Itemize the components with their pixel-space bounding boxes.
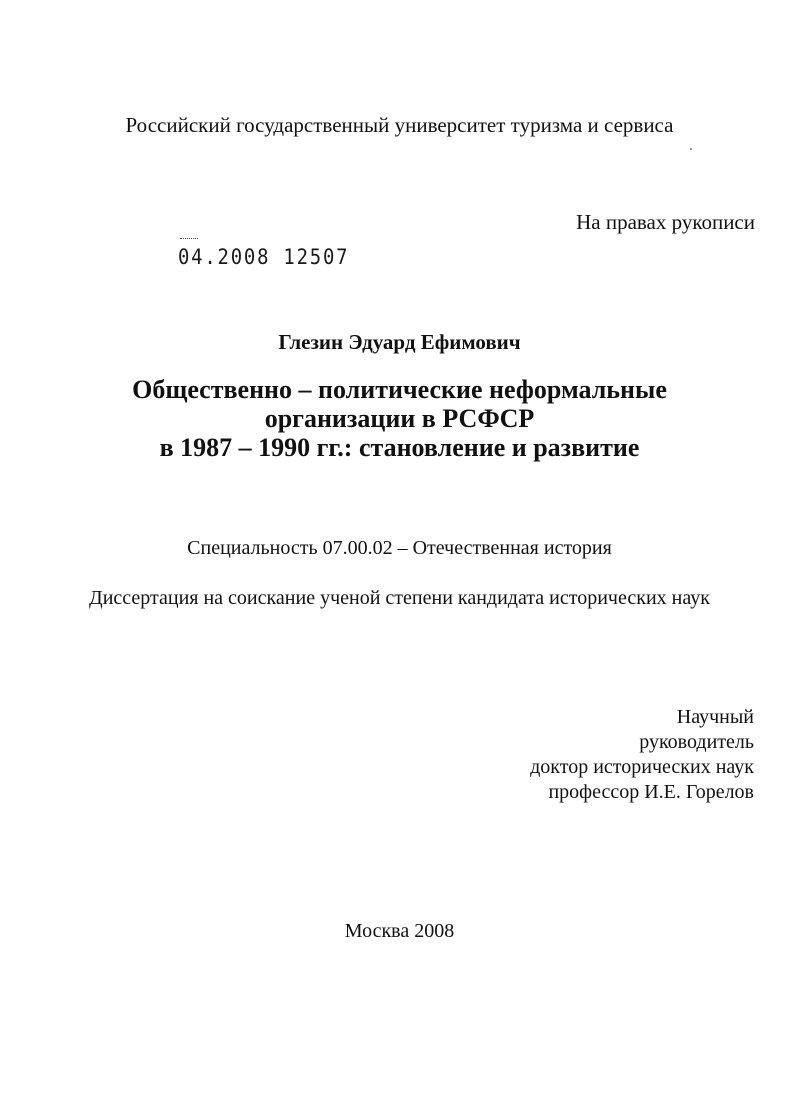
- title-line-2: организации в РСФСР: [264, 404, 535, 433]
- specialty-line: Специальность 07.00.02 – Отечественная история: [187, 537, 612, 559]
- supervisor-line-2: руководитель: [639, 731, 754, 753]
- city-year: Москва 2008: [344, 920, 455, 942]
- stamp-marks: [180, 238, 198, 243]
- dissertation-degree-line: Диссертация на соискание ученой степени кандидата исторических наук: [89, 587, 710, 609]
- library-stamp-code: 04.2008 12507: [178, 245, 350, 269]
- supervisor-block: [530, 705, 754, 805]
- supervisor-line-4: профессор И.Е. Горелов: [548, 781, 754, 803]
- author-name: Глезин Эдуард Ефимович: [278, 330, 521, 354]
- title-line-1: Общественно – политические неформальные: [132, 375, 667, 404]
- supervisor-line-3: доктор исторических наук: [530, 756, 754, 778]
- scan-speck: [690, 148, 692, 150]
- supervisor-line-1: Научный: [676, 706, 754, 728]
- dissertation-title: [0, 375, 799, 462]
- university-name: Российский государственный университет туризма и сервиса: [125, 113, 674, 137]
- title-line-3: в 1987 – 1990 гг.: становление и развитие: [159, 433, 640, 462]
- manuscript-note: На правах рукописи: [576, 210, 755, 234]
